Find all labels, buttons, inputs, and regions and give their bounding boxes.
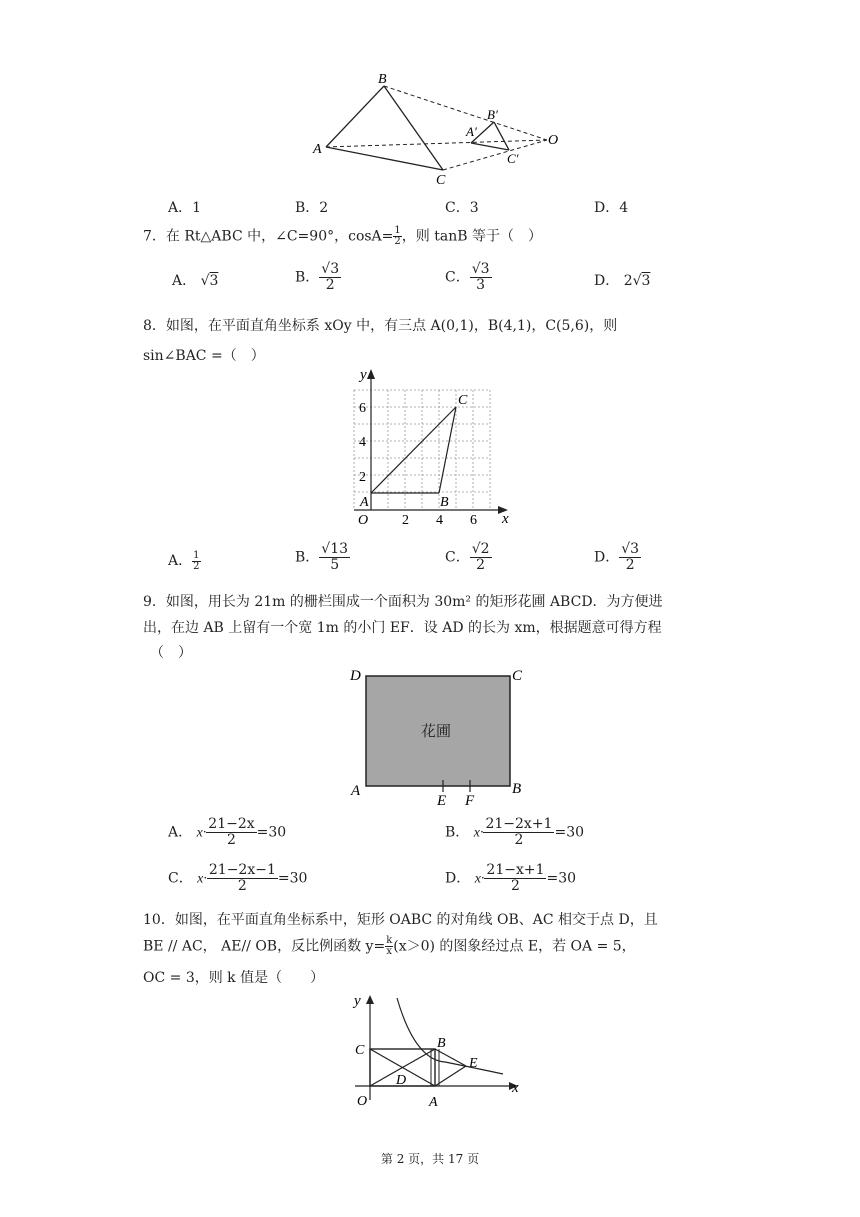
fig8-label-A: A [360,495,369,510]
fig10-label-D: D [396,1073,407,1088]
option-post: =30 [554,824,585,841]
option-letter: A． [168,824,193,841]
q7-option-c[interactable] [445,262,492,293]
option-letter: B． [445,824,470,841]
q9-line3: （ ） [150,645,192,661]
fig6-label-C2: C′ [507,151,519,166]
frac-den: 2 [237,878,247,894]
option-letter: B． [295,200,320,216]
option-letter: A． [168,200,193,216]
q10-line1: 10．如图，在平面直角坐标系中，矩形 OABC 的对角线 OB、AC 相交于点 D，且 [143,912,658,928]
q8-option-d[interactable] [594,542,641,573]
q8-line1: 8．如图，在平面直角坐标系 xOy 中，有三点 A(0,1)，B(4,1)，C(5,6)，则 [143,318,618,334]
q6-option-a[interactable] [168,197,201,217]
frac-den: 3 [476,277,486,293]
option-fraction [470,542,492,573]
option-fraction [207,863,278,894]
frac-den: 2 [625,557,635,573]
fig9-label-F: F [465,793,475,809]
frac-num: 21−2x−1 [208,862,276,878]
q7-option-d[interactable]: D． 2√3 [594,273,651,289]
option-post: =30 [277,870,308,887]
option-letter: D． [594,200,620,216]
q10-line3: OC = 3，则 k 值是（ ） [143,970,325,986]
fig6-label-B2: B′ [487,107,498,122]
q9-line2: 出，在边 AB 上留有一个宽 1m 的小门 EF．设 AD 的长为 xm，根据题意可得方程 [143,620,662,636]
option-fraction [470,262,492,293]
fig10-label-O: O [357,1094,368,1109]
frac-den: 2 [227,832,236,848]
frac-den: 5 [330,557,340,573]
page-footer: 第 2 页，共 17 页 [380,1152,480,1166]
frac-den: 2 [193,560,200,572]
figure-q6 [310,70,570,190]
q7-frac-den: 2 [394,236,401,247]
option-text: 1 [192,200,202,216]
q7-stem [143,226,542,247]
fig6-label-O: O [548,133,559,148]
q9-option-a[interactable] [168,817,286,848]
option-letter: D． [594,549,620,566]
fig10-x-label: x [512,1080,519,1096]
option-letter: B． [295,549,320,566]
option-fraction [206,817,256,848]
option-text: 4 [619,200,629,216]
fig8-tick-y: 6 [359,401,366,416]
fig10-y-label: y [354,993,361,1009]
frac-num: √3 [321,261,340,277]
option-fraction [192,551,200,572]
fig6-label-C: C [436,173,446,188]
frac-num: 21−x+1 [486,862,545,878]
option-letter: D． [445,870,471,887]
option-pre: x· [196,825,207,841]
frac-num: k [386,935,393,946]
fig9-center-label: 花圃 [421,722,452,740]
option-fraction [483,817,554,848]
fig8-label-B: B [440,495,449,510]
frac-num: 1 [193,549,200,561]
fig8-tick-x: 2 [402,513,409,528]
fig6-label-A: A [313,142,322,157]
fig8-label-C: C [458,393,468,408]
fig8-x-label: x [502,511,509,527]
frac-den: x [386,946,393,957]
q10-line2-end: (x＞0) 的图象经过点 E，若 OA = 5， [393,938,636,955]
q7-option-b[interactable] [295,262,341,293]
figure-q8 [340,365,520,530]
fig10-label-B: B [437,1036,446,1051]
fig8-tick-x: 4 [436,513,443,528]
q8-option-c[interactable] [445,542,492,573]
fig8-tick-x: 6 [470,513,477,528]
fig10-label-E: E [469,1056,478,1071]
q9-option-c[interactable] [168,863,307,894]
option-post: =30 [256,824,287,841]
q7-tail: ，则 tanB 等于（ ） [401,228,542,245]
figure-q9 [345,662,530,810]
option-coef: 2 [623,273,633,289]
fig9-label-C: C [512,668,523,684]
fig8-tick-y: 4 [359,435,366,450]
figure-q10 [345,990,530,1110]
option-letter: C． [445,269,470,286]
fig8-tick-y: 2 [359,470,366,485]
frac-num: √2 [471,541,490,557]
q7-fraction [393,226,401,247]
q10-line2-start: BE // AC， AE// OB，反比例函数 y= [143,938,386,955]
q6-option-d[interactable] [594,197,628,217]
option-pre: x· [197,871,207,887]
option-letter: D． [594,273,620,289]
frac-num: √3 [621,541,640,557]
frac-num: √3 [471,261,490,277]
option-letter: B． [295,269,320,286]
option-fraction [484,863,546,894]
fig9-label-B: B [512,781,522,797]
q8-line2: sin∠BAC =（ ） [143,348,265,364]
fig6-label-B: B [378,72,387,87]
frac-den: 2 [514,832,524,848]
option-text: 2 [319,200,329,216]
option-letter: C． [445,549,470,566]
option-pre: x· [473,825,484,841]
option-letter: A． [168,553,193,569]
option-value: 3 [641,273,651,289]
q9-line1: 9．如图，用长为 21m 的栅栏围成一个面积为 30m² 的矩形花圃 ABCD．为方便进 [143,594,663,610]
fig9-label-E: E [437,793,447,809]
q9-option-d[interactable] [445,863,576,894]
frac-den: 2 [510,878,520,894]
q7-text: 7．在 Rt△ABC 中，∠C=90°，cosA= [143,228,394,245]
q7-frac-num: 1 [394,225,401,236]
option-letter: C． [445,200,470,216]
option-letter: A． [172,273,197,289]
fig6-label-A2: A′ [466,124,477,139]
option-pre: x· [474,871,485,887]
option-post: =30 [546,870,577,887]
frac-den: 2 [325,277,335,293]
q6-option-b[interactable] [295,197,328,217]
option-value: 3 [209,273,219,289]
q7-option-a[interactable]: A． √3 [172,273,219,289]
frac-den: 2 [476,557,486,573]
fig8-origin: O [358,513,369,528]
fig9-label-D: D [350,668,361,684]
option-fraction [619,542,641,573]
option-fraction [319,542,350,573]
q6-option-c[interactable] [445,197,479,217]
fig10-label-A: A [429,1095,438,1110]
frac-num: 21−2x+1 [485,816,553,832]
q8-option-b[interactable] [295,542,350,573]
frac-num: √13 [321,541,349,557]
fig8-y-label: y [360,367,367,383]
frac-num: 21−2x [208,816,255,832]
option-fraction [319,262,341,293]
option-text: 3 [469,200,479,216]
q10-line2 [143,936,636,957]
fig9-label-A: A [351,783,361,799]
q8-option-a[interactable] [168,550,201,572]
fig10-label-C: C [355,1043,365,1058]
option-letter: C． [168,870,193,887]
q9-option-b[interactable] [445,817,584,848]
